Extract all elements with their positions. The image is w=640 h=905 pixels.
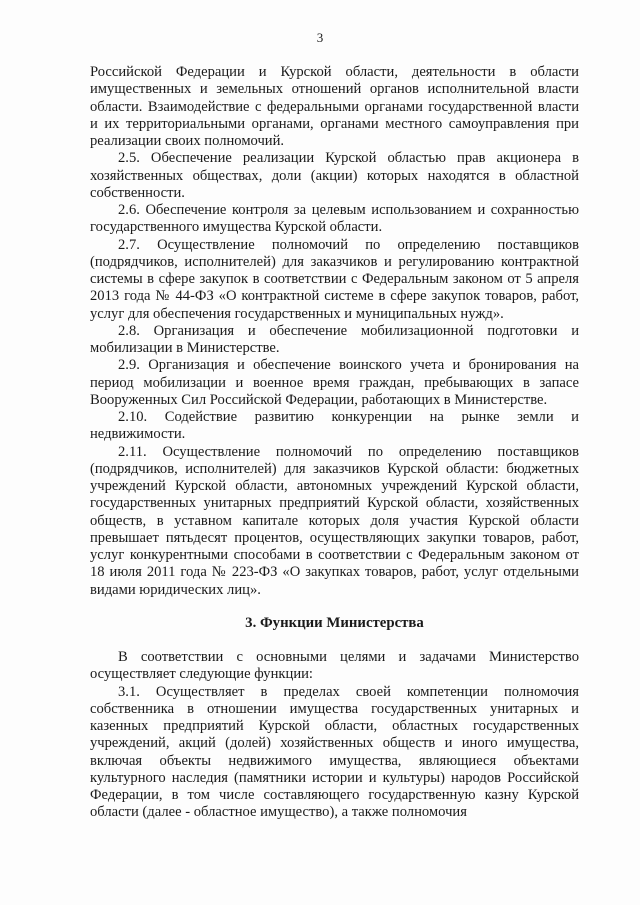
paragraph-2-7: 2.7. Осуществление полномочий по определению поставщиков (подрядчиков, исполнителей) для заказчиков и регулированию контрактной системы в сфере закупок в соответствии с Федеральным законом от 5 апреля 2013 года № 44-ФЗ «О контрактной системе в сфере закупок товаров, работ, услуг для обеспечения государственных и муниципальных нужд». [90, 236, 579, 322]
document-body [90, 64, 579, 822]
paragraph-2-8: 2.8. Организация и обеспечение мобилизационной подготовки и мобилизации в Министерстве. [90, 322, 579, 356]
paragraph-2-11: 2.11. Осуществление полномочий по определению поставщиков (подрядчиков, исполнителей) для заказчиков Курской области: бюджетных учреждений Курской области, автономных учреждений Курской области, государственных унитарных предприятий Курской области, хозяйственных обществ, в уставном капитале которых доля участия Курской области превышает пятьдесят процентов, осуществляющих закупки товаров, работ, услуг конкурентными способами в соответствии с Федеральным законом от 18 июля 2011 года № 223-ФЗ «О закупках товаров, работ, услуг отдельными видами юридических лиц». [90, 443, 579, 598]
spacer [90, 599, 579, 615]
paragraph-2-5: 2.5. Обеспечение реализации Курской областью прав акционера в хозяйственных обществах, доли (акции) которых находятся в областной собственности. [90, 150, 579, 201]
spacer [90, 632, 579, 649]
paragraph-2-6: 2.6. Обеспечение контроля за целевым использованием и сохранностью государственного имущества Курской области. [90, 202, 579, 236]
paragraph-3-1: 3.1. Осуществляет в пределах своей компетенции полномочия собственника в отношении имущества государственных унитарных и казенных предприятий Курской области, областных государственных учреждений, акций (долей) хозяйственных обществ и иного имущества, включая объекты недвижимого имущества, являющиеся объектами культурного наследия (памятники истории и культуры) народов Российской Федерации, в том числе составляющего государственную казну Курской области (далее - областное имущество), а также полномочия [90, 683, 579, 821]
paragraph-continuation: Российской Федерации и Курской области, деятельности в области имущественных и земельных отношений органов исполнительной власти области. Взаимодействие с федеральными органами государственной власти и их территориальными органами, органами местного самоуправления при реализации своих полномочий. [90, 64, 579, 149]
paragraph-2-9: 2.9. Организация и обеспечение воинского учета и бронирования на период мобилизации и военное время граждан, пребывающих в запасе Вооруженных Сил Российской Федерации, работающих в Министерстве. [90, 357, 579, 408]
section-heading: 3. Функции Министерства [245, 614, 424, 631]
paragraph-2-10: 2.10. Содействие развитию конкуренции на рынке земли и недвижимости. [90, 409, 579, 443]
section-intro: В соответствии с основными целями и задачами Министерство осуществляет следующие функции: [90, 649, 579, 683]
page-number: 3 [316, 30, 324, 45]
